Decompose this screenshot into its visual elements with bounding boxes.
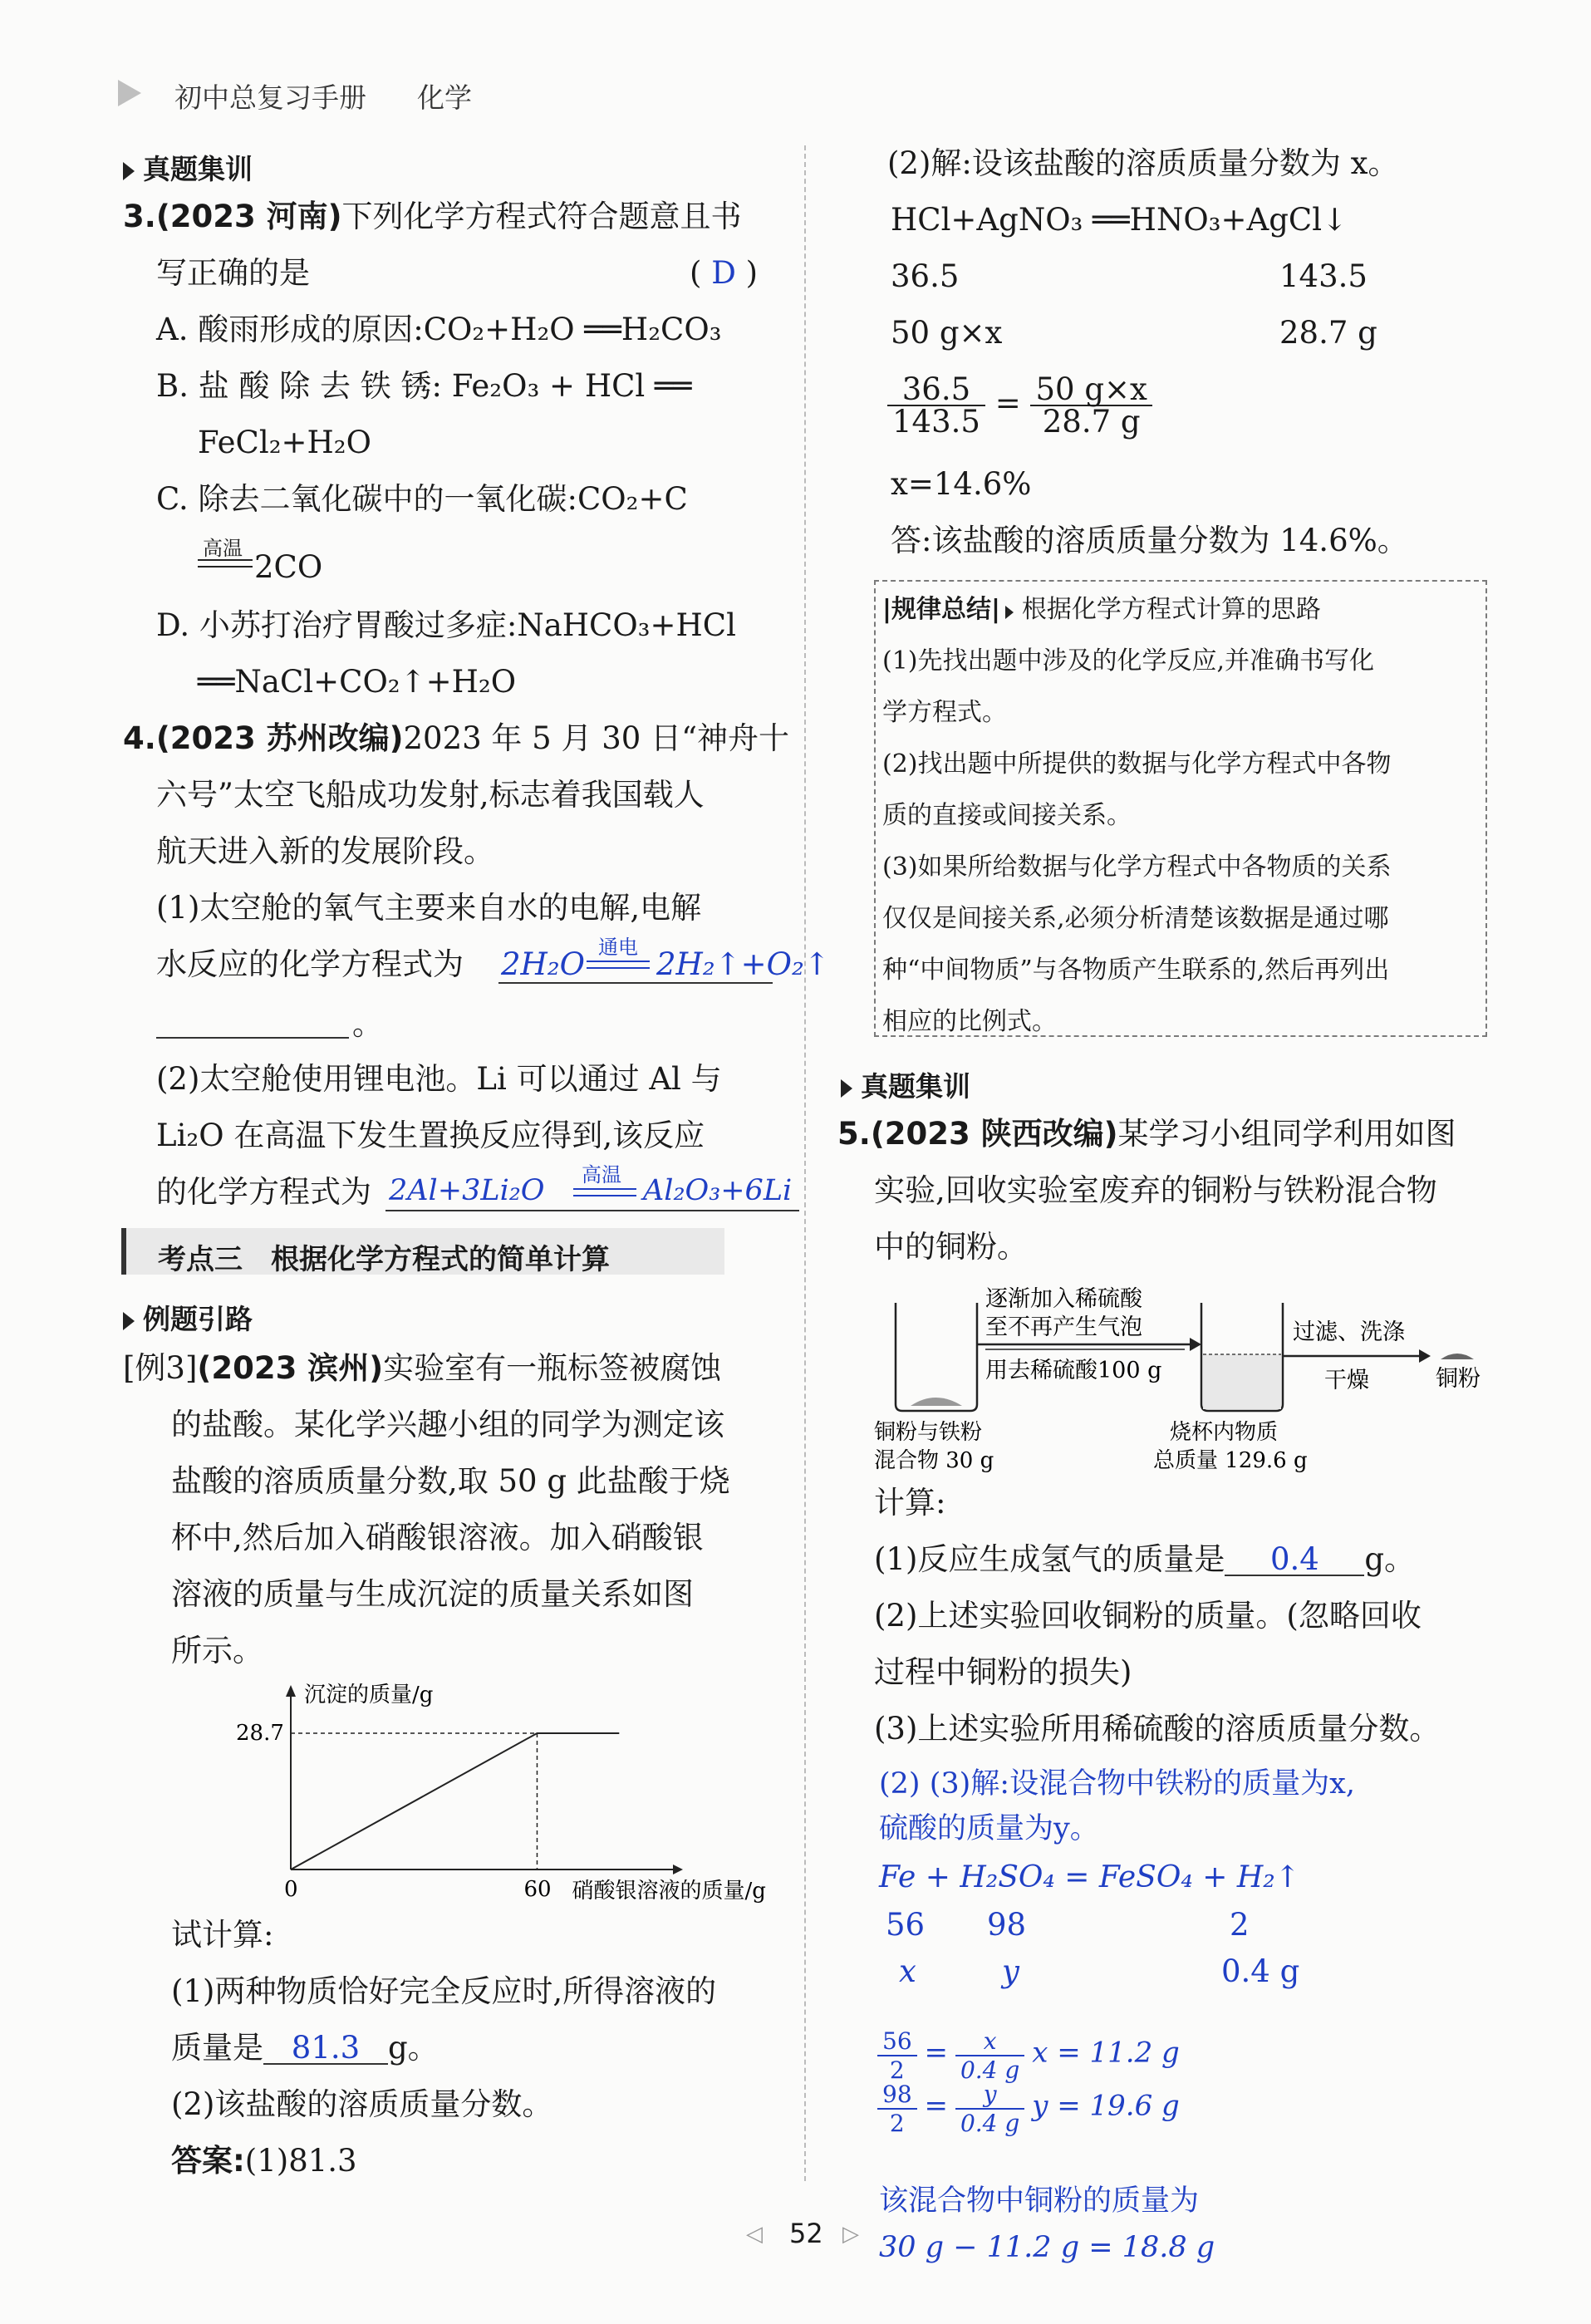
proportion: $\frac{36.5}{143.5}$ = $\frac{50 g\times x}{28.7 g}$ (887, 374, 1152, 437)
q5-stem-2: 实验,回收实验室废弃的铜粉与铁粉混合物 (874, 1172, 1437, 1208)
calc-q1-b: 质量是 81.3 g。 (171, 2030, 439, 2066)
copper-pile (1441, 1354, 1474, 1359)
rule-line: (1)先找出题中涉及的化学反应,并准确书写化 (882, 646, 1375, 676)
arrow-1-head (1190, 1338, 1201, 1351)
q5-calc-label: 计算: (874, 1485, 946, 1521)
beaker2-label-a: 烧杯内物质 (1170, 1420, 1279, 1445)
ratio-row1-a: 36.5 (891, 258, 960, 294)
hw-copper-result: 30 g − 11.2 g = 18.8 g (879, 2231, 1215, 2264)
q3-option-c-cond: 高温 (203, 537, 243, 560)
q4-stem-2: 六号”太空飞船成功发射,标志着我国载人 (156, 777, 705, 813)
q4-answer2-left: 2Al+3Li₂O (389, 1174, 545, 1207)
triangle-icon (123, 1312, 135, 1330)
q3-option-c-cont: 2CO (254, 549, 323, 585)
hw-equation: Fe + H₂SO₄ = FeSO₄ + H₂↑ (879, 1860, 1300, 1894)
step1-mid: 至不再产生气泡 (985, 1314, 1142, 1340)
step2-bot: 干燥 (1324, 1368, 1369, 1393)
rule-line: 相应的比例式。 (882, 1007, 1057, 1036)
solution-intro: (2)解:设该盐酸的溶质质量分数为 x。 (887, 145, 1399, 181)
hw-line2: 硫酸的质量为y。 (879, 1812, 1099, 1845)
hw-proportion-1: $\frac{56}{2}$ = $\frac{x}{0.4 g}$ x = 11.2 g (877, 2027, 1180, 2084)
example3-l2: 的盐酸。某化学兴趣小组的同学为测定该 (171, 1407, 724, 1442)
rule-line: 质的直接或间接关系。 (882, 801, 1132, 830)
q3-option-c-eqsign (198, 559, 253, 567)
product-label: 铜粉 (1436, 1366, 1481, 1392)
q5-part2-b: 过程中铜粉的损失) (874, 1654, 1132, 1690)
calc-q1-answer: 81.3 (263, 2032, 388, 2065)
rule-line: 种“中间物质”与各物质产生联系的,然后再列出 (882, 956, 1390, 985)
section-heading-2: 例题引路 (123, 1298, 253, 1337)
calc-q1: (1)两种物质恰好完全反应时,所得溶液的 (171, 1973, 717, 2009)
q4-part2: (2)太空舱使用锂电池。Li 可以通过 Al 与 (156, 1061, 722, 1097)
series-line (291, 1733, 619, 1870)
q5-part1: (1)反应生成氢气的质量是 0.4 g。 (874, 1541, 1416, 1577)
example3-l5: 溶液的质量与生成沉淀的质量关系如图 (171, 1576, 694, 1612)
calc-label: 试计算: (171, 1917, 274, 1953)
arrow-2-head (1419, 1349, 1431, 1363)
q5-stem-3: 中的铜粉。 (874, 1229, 1028, 1265)
beaker-1 (896, 1303, 977, 1411)
x-result: x=14.6% (891, 466, 1032, 502)
example3-l3: 盐酸的溶质质量分数,取 50 g 此盐酸于烧 (171, 1463, 730, 1499)
q3-answer: ( D ) (690, 255, 759, 291)
q4-answer2-line (385, 1210, 799, 1211)
q4-answer2-right: Al₂O₃+6Li (643, 1174, 793, 1207)
hw-var-y: y (1002, 1953, 1019, 1989)
solution-equation: HCl+AgNO₃ ══HNO₃+AgCl↓ (891, 202, 1348, 238)
beaker1-label-a: 铜粉与铁粉 (874, 1420, 983, 1445)
beaker2-label-b: 总质量 129.6 g (1153, 1448, 1308, 1473)
header-arrow-icon (118, 80, 141, 106)
q3-option-c: C. 除去二氧化碳中的一氧化碳:CO₂+C (156, 481, 688, 517)
step2-top: 过滤、洗涤 (1293, 1319, 1405, 1345)
q3-stem: 3.(2023 河南)下列化学方程式符合题意且书 (123, 199, 742, 234)
q4-part1: (1)太空舱的氧气主要来自水的电解,电解 (156, 890, 702, 926)
q5-part2: (2)上述实验回收铜粉的质量。(忽略回收 (874, 1598, 1422, 1634)
q4-answer2-eqsign (573, 1188, 636, 1196)
x-tick-label: 60 (523, 1877, 552, 1902)
step1-top: 逐渐加入稀硫酸 (985, 1286, 1142, 1312)
x-axis-label: 硝酸银溶液的质量/g (572, 1879, 766, 1904)
rule-line: (3)如果所给数据与化学方程式中各物质的关系 (882, 852, 1392, 882)
q4-answer1-line (498, 982, 773, 984)
header-subject: 化学 (417, 81, 472, 114)
kaodian-label: 考点三 (158, 1243, 243, 1276)
hw-line1: (2) (3)解:设混合物中铁粉的质量为x, (879, 1767, 1355, 1801)
q5-part1-answer: 0.4 (1225, 1544, 1364, 1576)
q4-part1-end: 。 (352, 1006, 383, 1042)
rule-line: (2)找出题中所提供的数据与化学方程式中各物 (882, 749, 1392, 779)
q5-part3: (3)上述实验所用稀硫酸的溶质质量分数。 (874, 1711, 1441, 1747)
q4-answer1-eqsign (587, 961, 650, 969)
section-heading-3: 真题集训 (841, 1065, 970, 1104)
conclusion: 答:该盐酸的溶质质量分数为 14.6%。 (891, 523, 1408, 558)
q3-option-d: D. 小苏打治疗胃酸过多症:NaHCO₃+HCl (156, 607, 736, 643)
q3-option-b: B. 盐 酸 除 去 铁 锈: Fe₂O₃ + HCl ══ (156, 368, 692, 404)
hw-mass-h2: 2 (1230, 1907, 1250, 1943)
kaodian-title: 根据化学方程式的简单计算 (271, 1243, 610, 1276)
q4-answer1-right: 2H₂↑+O₂↑ (656, 946, 830, 982)
hw-copper-line: 该混合物中铜粉的质量为 (879, 2184, 1200, 2218)
ratio-row1-b: 143.5 (1279, 258, 1368, 294)
column-divider (804, 145, 806, 2181)
rule-summary-title: |规律总结| 根据化学方程式计算的思路 (882, 595, 1321, 624)
triangle-icon (1005, 606, 1014, 619)
triangle-icon (841, 1079, 852, 1098)
beaker1-label-b: 混合物 30 g (874, 1448, 994, 1473)
rule-line: 仅仅是间接关系,必须分析清楚该数据是通过哪 (882, 904, 1389, 933)
q4-stem: 4.(2023 苏州改编)2023 年 5 月 30 日“神舟十 (123, 720, 790, 756)
example3-l6: 所示。 (171, 1633, 263, 1668)
hw-var-x: x (899, 1953, 916, 1989)
y-tick-label: 28.7 (236, 1721, 284, 1746)
q4-stem-3: 航天进入新的发展阶段。 (156, 833, 494, 869)
section-heading: 真题集训 (123, 148, 253, 187)
example3-stem: [例3](2023 滨州)实验室有一瓶标签被腐蚀 (123, 1350, 722, 1386)
q4-part2-c: 的化学方程式为 (156, 1174, 371, 1210)
step1-bot: 用去稀硫酸100 g (985, 1358, 1162, 1383)
ratio-row2-b: 28.7 g (1279, 315, 1377, 351)
q4-answer1-left: 2H₂O (501, 946, 585, 982)
q3-option-a: A. 酸雨形成的原因:CO₂+H₂O ══H₂CO₃ (156, 312, 722, 347)
page-next-icon: ▷ (842, 2222, 859, 2247)
q4-part1-b: 水反应的化学方程式为 (156, 946, 464, 982)
y-axis-arrow (286, 1685, 296, 1697)
example3-l4: 杯中,然后加入硝酸银溶液。加入硝酸银 (171, 1520, 704, 1555)
beaker-2 (1201, 1303, 1283, 1411)
q5-stem: 5.(2023 陕西改编)某学习小组同学利用如图 (837, 1116, 1456, 1152)
x-axis-arrow (673, 1865, 683, 1874)
rule-line: 学方程式。 (882, 698, 1007, 727)
q3-option-d-cont: ══NaCl+CO₂↑+H₂O (198, 664, 517, 700)
q3-option-b-cont: FeCl₂+H₂O (198, 425, 371, 460)
q4-part2-b: Li₂O 在高温下发生置换反应得到,该反应 (156, 1118, 705, 1153)
triangle-icon (123, 162, 135, 180)
page-number: 52 (789, 2218, 823, 2249)
q4-answer1-line-2 (156, 1037, 349, 1039)
answer-line: 答案:(1)81.3 (171, 2143, 357, 2179)
hw-var-h2: 0.4 g (1221, 1953, 1300, 1989)
hw-proportion-2: $\frac{98}{2}$ = $\frac{y}{0.4 g}$ y = 19.6 g (877, 2081, 1180, 2137)
precipitate-chart (224, 1678, 766, 1904)
header-book-title: 初中总复习手册 (174, 81, 366, 114)
calc-q2: (2)该盐酸的溶质质量分数。 (171, 2086, 553, 2122)
y-axis-label: 沉淀的质量/g (304, 1683, 434, 1707)
x-tick-label: 0 (284, 1877, 298, 1902)
q4-answer2-cond: 高温 (582, 1163, 621, 1187)
experiment-diagram (871, 1280, 1494, 1487)
q4-answer1-cond: 通电 (598, 936, 638, 959)
hw-mass-h2so4: 98 (987, 1907, 1027, 1943)
hw-mass-fe: 56 (886, 1907, 926, 1943)
ratio-row2-a: 50 g×x (891, 315, 1003, 351)
page-prev-icon: ◁ (746, 2222, 763, 2247)
q3-stem-2: 写正确的是 (156, 255, 310, 291)
